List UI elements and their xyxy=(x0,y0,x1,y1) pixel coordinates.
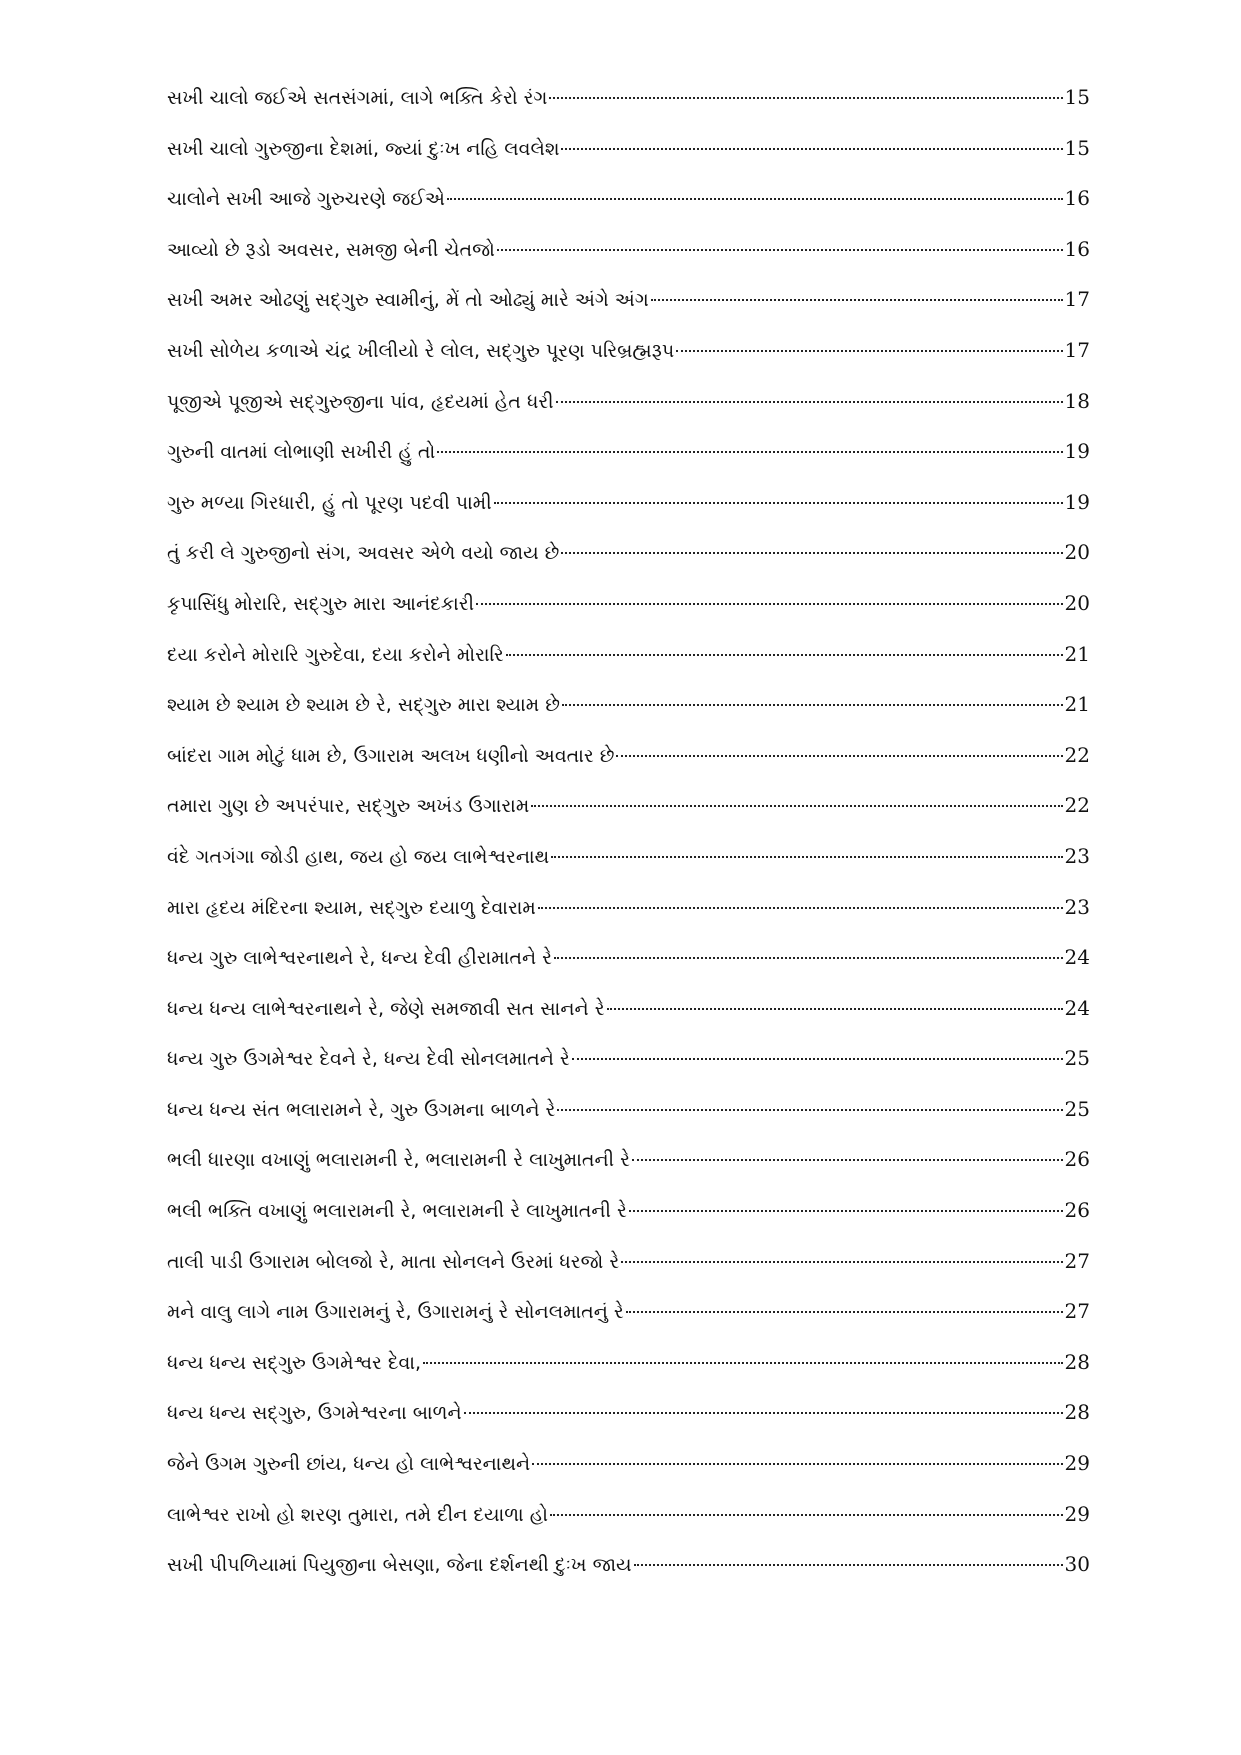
toc-entry-page-number: 30 xyxy=(1064,1552,1090,1577)
toc-entry-title: મારા હૃદય મંદિરના શ્યામ, સદ્‌ગુરુ દયાળુ દેવારામ xyxy=(167,896,536,919)
dot-leader xyxy=(562,704,1063,706)
toc-entry xyxy=(167,274,1090,325)
toc-entry-page-number: 16 xyxy=(1064,236,1090,261)
toc-entry-title: ભલી ધારણા વખાણું ભલારામની રે, ભલારામની રે લાખુમાતની રે xyxy=(167,1149,630,1172)
dot-leader xyxy=(464,1412,1063,1414)
dot-leader xyxy=(476,603,1062,605)
dot-leader xyxy=(676,350,1062,352)
toc-entry xyxy=(167,578,1090,629)
toc-entry xyxy=(167,1033,1090,1084)
toc-entry-page-number: 15 xyxy=(1064,135,1090,160)
toc-entry-page-number: 29 xyxy=(1064,1451,1090,1476)
toc-entry-title: મને વાલુ લાગે નામ ઉગારામનું રે, ઉગારામનું રે સોનલમાતનું રે xyxy=(167,1301,624,1324)
toc-entry xyxy=(167,679,1090,730)
dot-leader xyxy=(572,1058,1063,1060)
dot-leader xyxy=(554,957,1063,959)
toc-entry xyxy=(167,72,1090,123)
toc-entry xyxy=(167,730,1090,781)
dot-leader xyxy=(557,1109,1062,1111)
toc-entry xyxy=(167,173,1090,224)
toc-entry-title: ધન્ય ધન્ય લાભેશ્વરનાથને રે, જેણે સમજાવી સત સાનને રે xyxy=(167,997,605,1020)
toc-entry xyxy=(167,780,1090,831)
toc-entry-title: ધન્ય ગુરુ ઉગમેશ્વર દેવને રે, ધન્ય દેવી સોનલમાતને રે xyxy=(167,1048,570,1071)
dot-leader xyxy=(561,148,1062,150)
toc-entry-title: લાભેશ્વર રાખો હો શરણ તુમારા, તમે દીન દયાળા હો xyxy=(167,1503,549,1526)
toc-entry xyxy=(167,932,1090,983)
toc-entry-title: સખી અમર ઓઢણું સદ્‌ગુરુ સ્વામીનું, મેં તો ઓઢ્યું મારે અંગે અંગ xyxy=(167,289,649,312)
toc-entry xyxy=(167,477,1090,528)
toc-entry-page-number: 17 xyxy=(1064,287,1090,312)
toc-entry-title: ગુરુ મળ્યા ગિરધારી, હું તો પૂરણ પદવી પામી xyxy=(167,491,492,514)
toc-entry-page-number: 22 xyxy=(1064,793,1090,818)
toc-entry-title: ધન્ય ગુરુ લાભેશ્વરનાથને રે, ધન્ય દેવી હીરામાતને રે xyxy=(167,947,552,970)
toc-entry-title: ધન્ય ધન્ય સદ્‌ગુરુ ઉગમેશ્વર દેવા, xyxy=(167,1351,422,1374)
toc-entry-page-number: 20 xyxy=(1064,590,1090,615)
toc-entry-page-number: 29 xyxy=(1064,1501,1090,1526)
toc-entry-page-number: 28 xyxy=(1064,1349,1090,1374)
dot-leader xyxy=(506,654,1063,656)
dot-leader xyxy=(556,401,1063,403)
dot-leader xyxy=(626,1311,1063,1313)
dot-leader xyxy=(550,1514,1063,1516)
dot-leader xyxy=(616,755,1062,757)
dot-leader xyxy=(497,249,1063,251)
toc-entry-title: શ્યામ છે શ્યામ છે શ્યામ છે રે, સદ્‌ગુરુ મારા શ્યામ છે xyxy=(167,694,560,717)
toc-entry-page-number: 23 xyxy=(1064,843,1090,868)
dot-leader xyxy=(561,552,1062,554)
dot-leader xyxy=(629,1210,1063,1212)
toc-entry xyxy=(167,426,1090,477)
toc-entry-title: ગુરુની વાતમાં લોભાણી સખીરી હું તો xyxy=(167,441,436,464)
toc-entry xyxy=(167,1489,1090,1540)
toc-entry xyxy=(167,1134,1090,1185)
toc-entry-title: કૃપાસિંધુ મોરારિ, સદ્‌ગુરુ મારા આનંદકારી xyxy=(167,592,475,615)
toc-entry-page-number: 15 xyxy=(1064,85,1090,109)
toc-entry xyxy=(167,1438,1090,1489)
toc-entry-title: વંદે ગતગંગા જોડી હાથ, જય હો જય લાભેશ્વરનાથ xyxy=(167,845,550,868)
toc-entry-page-number: 25 xyxy=(1064,1046,1090,1071)
toc-entry-title: સખી ચાલો ગુરુજીના દેશમાં, જ્યાં દુઃખ નહિ લવલેશ xyxy=(167,137,560,160)
toc-entry xyxy=(167,1084,1090,1135)
dot-leader xyxy=(634,1564,1063,1566)
toc-entry-page-number: 18 xyxy=(1064,388,1090,413)
dot-leader xyxy=(551,856,1062,858)
toc-entry-page-number: 27 xyxy=(1064,1299,1090,1324)
table-of-contents xyxy=(167,72,1090,1590)
toc-entry xyxy=(167,1286,1090,1337)
dot-leader xyxy=(632,1159,1063,1161)
toc-entry xyxy=(167,1185,1090,1236)
dot-leader xyxy=(423,1362,1062,1364)
toc-entry-title: પૂજીએ પૂજીએ સદ્‌ગુરુજીના પાંવ, હૃદયમાં હેત ધરી xyxy=(167,390,554,413)
toc-entry-title: ધન્ય ધન્ય સંત ભલારામને રે, ગુરુ ઉગમના બાળને રે xyxy=(167,1098,556,1121)
dot-leader xyxy=(621,1261,1062,1263)
toc-entry-title: ચાલોને સખી આજે ગુરુચરણે જઈએ xyxy=(167,188,445,211)
dot-leader xyxy=(607,1008,1063,1010)
toc-entry-title: સખી ચાલો જઈએ સતસંગમાં, લાગે ભક્તિ કેરો રંગ xyxy=(167,87,548,109)
dot-leader xyxy=(651,299,1063,301)
toc-entry-title: તમારા ગુણ છે અપરંપાર, સદ્‌ગુરુ અખંડ ઉગારામ xyxy=(167,795,530,818)
toc-entry-title: દયા કરોને મોરારિ ગુરુદેવા, દયા કરોને મોરારિ xyxy=(167,643,504,666)
toc-entry-page-number: 16 xyxy=(1064,186,1090,211)
toc-entry xyxy=(167,376,1090,427)
toc-entry-page-number: 27 xyxy=(1064,1248,1090,1273)
toc-entry xyxy=(167,1236,1090,1287)
toc-entry-title: ધન્ય ધન્ય સદ્‌ગુરુ, ઉગમેશ્વરના બાળને xyxy=(167,1402,462,1425)
toc-entry xyxy=(167,123,1090,174)
toc-entry-page-number: 28 xyxy=(1064,1400,1090,1425)
toc-entry xyxy=(167,983,1090,1034)
toc-entry-title: જેને ઉગમ ગુરુની છાંય, ધન્ય હો લાભેશ્વરનાથને xyxy=(167,1453,531,1476)
toc-entry xyxy=(167,527,1090,578)
toc-entry-page-number: 19 xyxy=(1064,439,1090,464)
toc-entry-page-number: 22 xyxy=(1064,742,1090,767)
toc-entry xyxy=(167,1387,1090,1438)
toc-entry xyxy=(167,882,1090,933)
toc-entry xyxy=(167,224,1090,275)
toc-entry-page-number: 21 xyxy=(1064,692,1090,717)
dot-leader xyxy=(447,198,1063,200)
toc-entry-title: તાલી પાડી ઉગારામ બોલજો રે, માતા સોનલને ઉરમાં ધરજો રે xyxy=(167,1250,620,1273)
toc-entry-title: ભલી ભક્તિ વખાણું ભલારામની રે, ભલારામની રે લાખુમાતની રે xyxy=(167,1200,627,1223)
toc-entry xyxy=(167,325,1090,376)
toc-entry-title: સખી સોળેય કળાએ ચંદ્ર ખીલીયો રે લોલ, સદ્‌ગુરુ પૂરણ પરિબ્રહ્મરૂપ xyxy=(167,339,675,362)
dot-leader xyxy=(494,502,1063,504)
toc-entry-page-number: 21 xyxy=(1064,641,1090,666)
toc-entry-page-number: 20 xyxy=(1064,540,1090,565)
toc-entry-title: તું કરી લે ગુરુજીનો સંગ, અવસર એળે વયો જાય છે xyxy=(167,542,560,565)
toc-entry-page-number: 17 xyxy=(1064,337,1090,362)
toc-entry xyxy=(167,629,1090,680)
toc-entry-title: બાંદરા ગામ મોટું ધામ છે, ઉગારામ અલખ ધણીનો અવતાર છે xyxy=(167,744,615,767)
dot-leader xyxy=(549,97,1062,99)
toc-entry-page-number: 23 xyxy=(1064,894,1090,919)
toc-entry-title: આવ્યો છે રૂડો અવસર, સમજી બેની ચેતજો xyxy=(167,238,495,261)
toc-entry xyxy=(167,1337,1090,1388)
toc-entry-page-number: 26 xyxy=(1064,1198,1090,1223)
toc-entry-title: સખી પીપળિયામાં પિયુજીના બેસણા, જેના દર્શનથી દુઃખ જાય xyxy=(167,1554,632,1577)
toc-entry xyxy=(167,1539,1090,1590)
toc-entry-page-number: 26 xyxy=(1064,1147,1090,1172)
toc-entry-page-number: 19 xyxy=(1064,489,1090,514)
dot-leader xyxy=(531,805,1062,807)
toc-entry-page-number: 25 xyxy=(1064,1096,1090,1121)
dot-leader xyxy=(532,1463,1062,1465)
toc-entry-page-number: 24 xyxy=(1064,945,1090,970)
toc-entry xyxy=(167,831,1090,882)
toc-entry-page-number: 24 xyxy=(1064,995,1090,1020)
dot-leader xyxy=(437,451,1062,453)
dot-leader xyxy=(538,907,1063,909)
